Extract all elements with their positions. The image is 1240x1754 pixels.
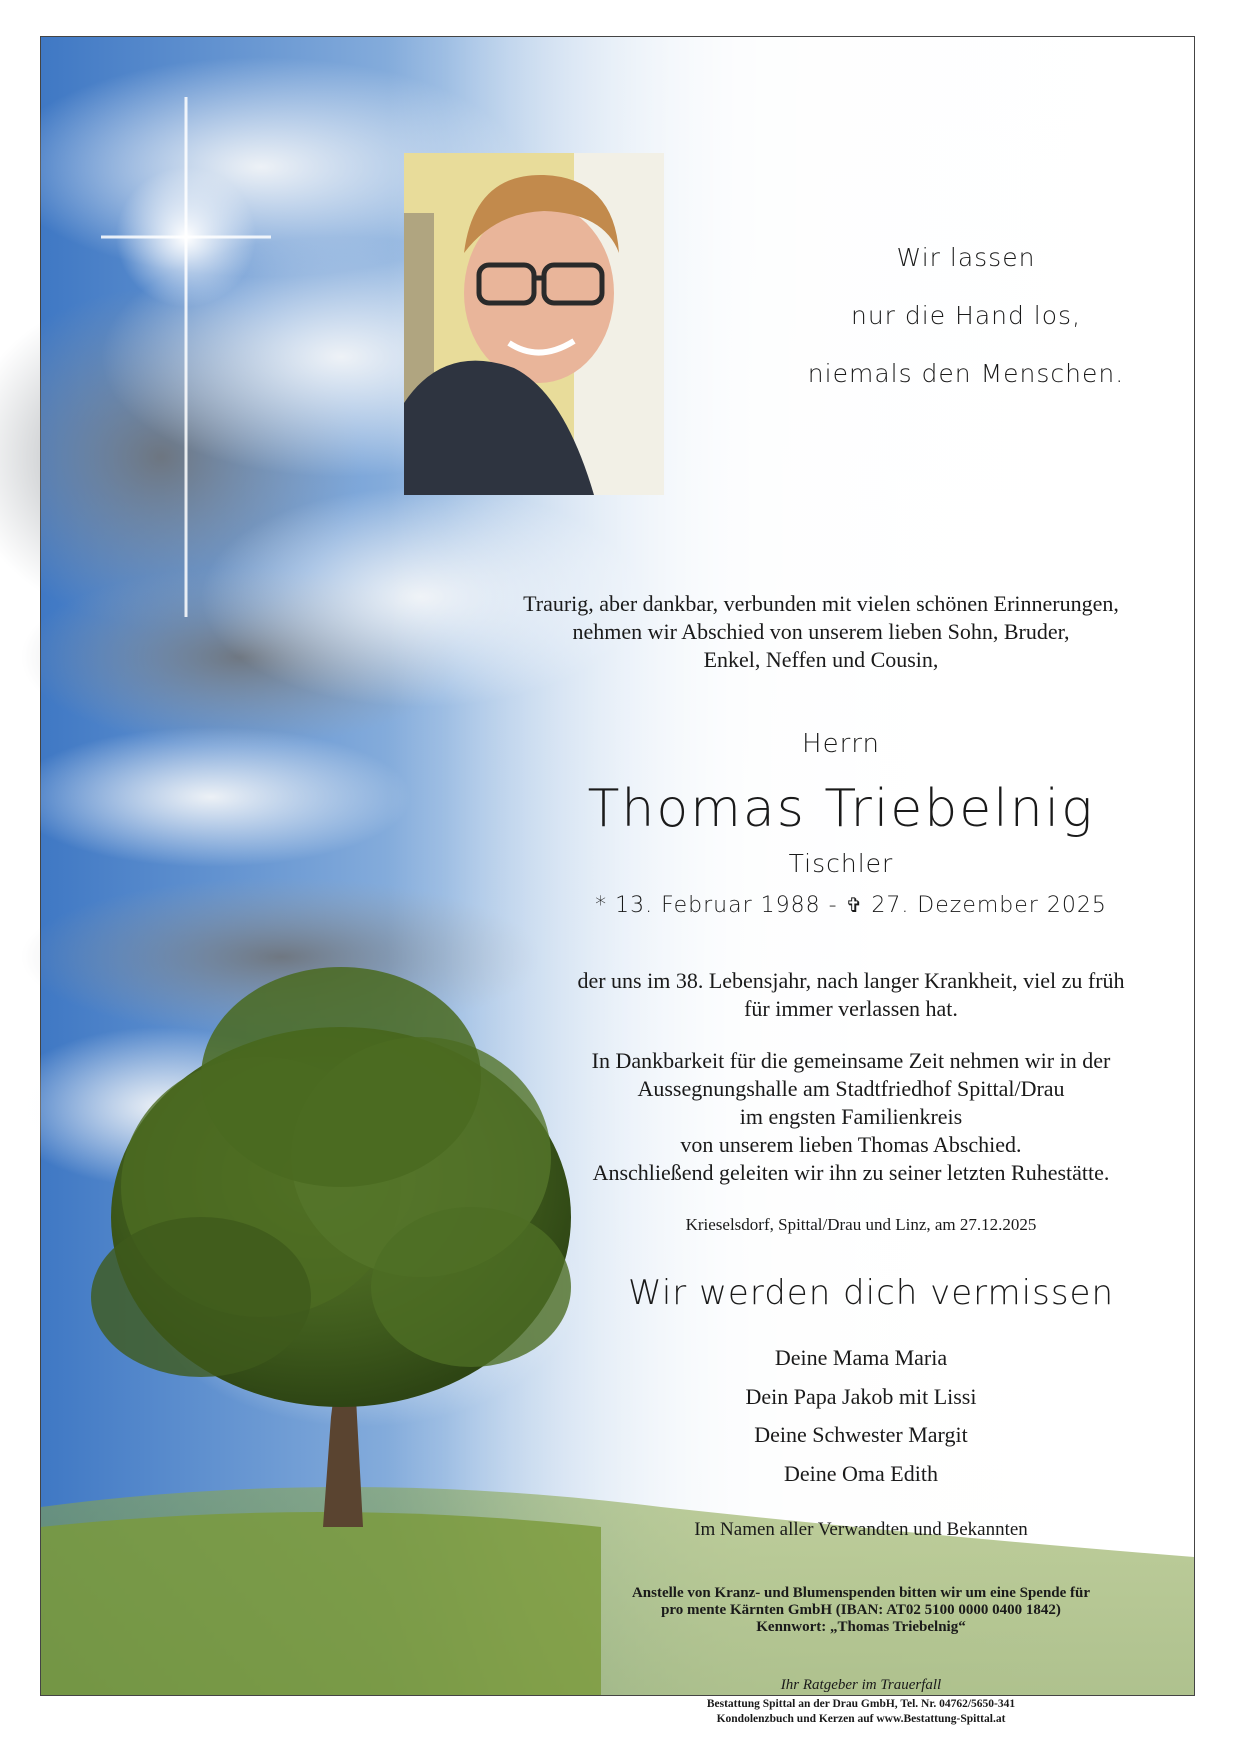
- salutation: Herrn: [802, 729, 880, 759]
- cross-icon: ✞: [845, 893, 864, 917]
- date-separator: -: [828, 893, 838, 918]
- ceremony-line: In Dankbarkeit für die gemeinsame Zeit nehmen wir in der: [591, 1048, 1111, 1073]
- birth-date: 13. Februar 1988: [615, 893, 821, 918]
- family-member: Dein Papa Jakob mit Lissi: [745, 1383, 977, 1409]
- funeral-home-line: Bestattung Spittal an der Drau GmbH, Tel. Nr. 04762/5650-341: [706, 1698, 1016, 1710]
- quote-line: niemals den Menschen.: [807, 359, 1125, 388]
- donation-line: Anstelle von Kranz- und Blumenspenden bitten wir um eine Spende für: [631, 1585, 1091, 1601]
- passing-line: der uns im 38. Lebensjahr, nach langer Krankheit, viel zu früh: [577, 968, 1125, 993]
- passing-line: für immer verlassen hat.: [744, 996, 958, 1021]
- ceremony-line: Aussegnungshalle am Stadtfriedhof Spittal/Drau: [637, 1076, 1065, 1101]
- funeral-home-tagline: Ihr Ratgeber im Trauerfall: [780, 1677, 942, 1693]
- ceremony-line: Anschließend geleiten wir ihn zu seiner letzten Ruhestätte.: [592, 1160, 1110, 1185]
- born-marker: *: [595, 893, 608, 918]
- occupation: Tischler: [788, 849, 894, 878]
- relatives-line: Im Namen aller Verwandten und Bekannten: [694, 1519, 1028, 1540]
- farewell-heading: Wir werden dich vermissen: [627, 1273, 1115, 1313]
- donation-line: pro mente Kärnten GmbH (IBAN: AT02 5100 0000 0400 1842): [661, 1602, 1061, 1618]
- obituary-card: [40, 36, 1195, 1725]
- intro-line: Traurig, aber dankbar, verbunden mit vielen schönen Erinnerungen,: [523, 591, 1119, 616]
- funeral-home-line: Kondolenzbuch und Kerzen auf www.Bestattung-Spittal.at: [716, 1713, 1006, 1725]
- death-date: 27. Dezember 2025: [871, 893, 1107, 918]
- donation-line: Kennwort: „Thomas Triebelnig“: [756, 1619, 966, 1635]
- family-list: [641, 1339, 1081, 1493]
- quote-line: nur die Hand los,: [850, 301, 1082, 330]
- place-date: Krieselsdorf, Spittal/Drau und Linz, am 27.12.2025: [685, 1215, 1037, 1234]
- ceremony-line: von unserem lieben Thomas Abschied.: [680, 1132, 1022, 1157]
- donation-note: [561, 1585, 1161, 1636]
- portrait-photo: [404, 153, 664, 495]
- family-member: Deine Oma Edith: [784, 1460, 938, 1486]
- deceased-name: Thomas Triebelnig: [587, 779, 1095, 839]
- ceremony-text: [511, 1047, 1191, 1187]
- quote-line: Wir lassen: [896, 243, 1036, 272]
- intro-line: nehmen wir Abschied von unserem lieben Sohn, Bruder,: [572, 619, 1070, 644]
- family-member: Deine Schwester Margit: [754, 1422, 968, 1447]
- funeral-home-info: [601, 1697, 1121, 1727]
- family-member: Deine Mama Maria: [774, 1345, 948, 1370]
- ceremony-line: im engsten Familienkreis: [739, 1104, 963, 1129]
- memorial-quote: [786, 229, 1146, 403]
- passing-text: [521, 967, 1181, 1023]
- intro-text: [461, 590, 1181, 674]
- life-dates: [541, 893, 1161, 918]
- intro-line: Enkel, Neffen und Cousin,: [703, 647, 939, 672]
